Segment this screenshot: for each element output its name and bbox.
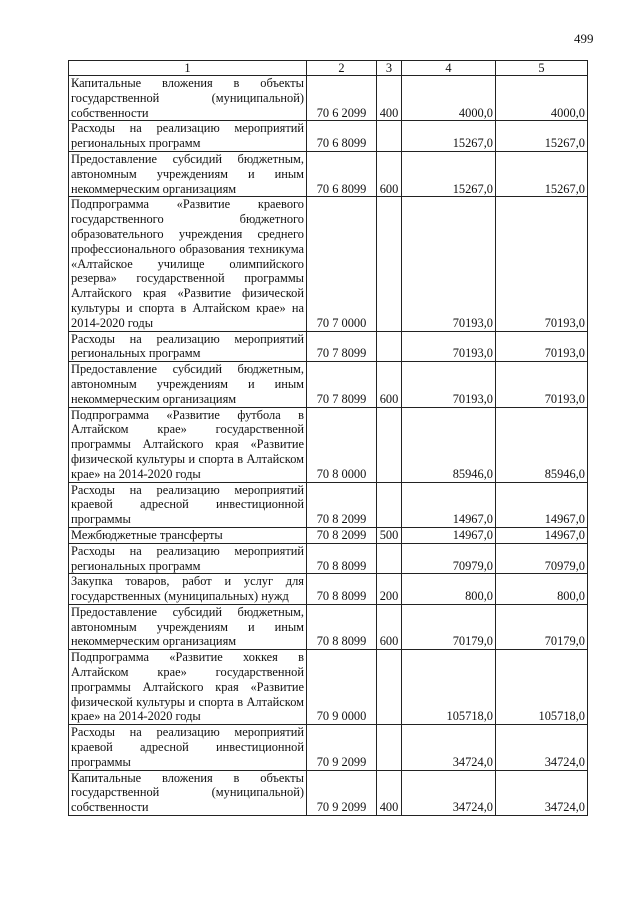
expense-type-cell [377, 407, 402, 482]
expense-type-cell [377, 121, 402, 152]
amount-col4-cell: 70193,0 [402, 197, 496, 331]
amount-col4-cell: 70193,0 [402, 331, 496, 362]
expense-type-cell: 600 [377, 151, 402, 196]
column-header-3: 3 [377, 61, 402, 76]
expense-name-cell: Капитальные вложения в объекты государственной (муниципальной) собственности [69, 76, 307, 121]
budget-table [68, 60, 588, 816]
target-code-cell: 70 8 2099 [307, 482, 377, 527]
expense-name-cell: Расходы на реализацию мероприятий краевой адресной инвестиционной программы [69, 482, 307, 527]
amount-col4-cell: 14967,0 [402, 527, 496, 543]
amount-col4-cell: 15267,0 [402, 121, 496, 152]
table-row [69, 604, 588, 649]
target-code-cell: 70 7 0000 [307, 197, 377, 331]
expense-type-cell [377, 331, 402, 362]
column-header-4: 4 [402, 61, 496, 76]
amount-col5-cell: 15267,0 [496, 151, 588, 196]
amount-col5-cell: 70179,0 [496, 604, 588, 649]
target-code-cell: 70 8 0000 [307, 407, 377, 482]
column-header-2: 2 [307, 61, 377, 76]
expense-name-cell: Подпрограмма «Развитие футбола в Алтайском крае» государственной программы Алтайского края «Развитие физической культуры и спорта в Алтайском крае» на 2014-2020 годы [69, 407, 307, 482]
target-code-cell: 70 6 8099 [307, 121, 377, 152]
expense-type-cell: 600 [377, 362, 402, 407]
amount-col5-cell: 15267,0 [496, 121, 588, 152]
expense-type-cell [377, 650, 402, 725]
target-code-cell: 70 9 0000 [307, 650, 377, 725]
table-row [69, 650, 588, 725]
expense-name-cell: Подпрограмма «Развитие краевого государственного бюджетного образовательного учреждения среднего профессионального образования техникума «Алтайское училище олимпийского резерва» государственной программы Алтайского края «Развитие физической культуры и спорта в Алтайском крае» на 2014-2020 годы [69, 197, 307, 331]
expense-type-cell: 400 [377, 770, 402, 815]
amount-col5-cell: 70193,0 [496, 197, 588, 331]
amount-col4-cell: 70179,0 [402, 604, 496, 649]
expense-type-cell [377, 197, 402, 331]
amount-col4-cell: 15267,0 [402, 151, 496, 196]
amount-col5-cell: 14967,0 [496, 527, 588, 543]
column-header-1: 1 [69, 61, 307, 76]
table-row [69, 770, 588, 815]
table-row [69, 543, 588, 574]
target-code-cell: 70 7 8099 [307, 362, 377, 407]
amount-col5-cell: 14967,0 [496, 482, 588, 527]
amount-col4-cell: 14967,0 [402, 482, 496, 527]
amount-col4-cell: 70979,0 [402, 543, 496, 574]
amount-col4-cell: 34724,0 [402, 770, 496, 815]
table-row [69, 197, 588, 331]
target-code-cell: 70 8 2099 [307, 527, 377, 543]
amount-col5-cell: 70193,0 [496, 362, 588, 407]
expense-name-cell: Расходы на реализацию мероприятий краевой адресной инвестиционной программы [69, 725, 307, 770]
column-header-5: 5 [496, 61, 588, 76]
amount-col4-cell: 4000,0 [402, 76, 496, 121]
table-body [69, 76, 588, 816]
table-header-row [69, 61, 588, 76]
expense-type-cell: 200 [377, 574, 402, 605]
page-number: 499 [574, 31, 594, 46]
amount-col5-cell: 34724,0 [496, 770, 588, 815]
amount-col5-cell: 34724,0 [496, 725, 588, 770]
expense-name-cell: Предоставление субсидий бюджетным, автономным учреждениям и иным некоммерческим организациям [69, 362, 307, 407]
amount-col5-cell: 70979,0 [496, 543, 588, 574]
expense-name-cell: Расходы на реализацию мероприятий региональных программ [69, 331, 307, 362]
amount-col4-cell: 34724,0 [402, 725, 496, 770]
expense-type-cell [377, 725, 402, 770]
amount-col4-cell: 85946,0 [402, 407, 496, 482]
expense-name-cell: Предоставление субсидий бюджетным, автономным учреждениям и иным некоммерческим организациям [69, 604, 307, 649]
expense-name-cell: Межбюджетные трансферты [69, 527, 307, 543]
table-row [69, 362, 588, 407]
amount-col5-cell: 4000,0 [496, 76, 588, 121]
amount-col4-cell: 105718,0 [402, 650, 496, 725]
target-code-cell: 70 9 2099 [307, 770, 377, 815]
amount-col5-cell: 105718,0 [496, 650, 588, 725]
expense-name-cell: Капитальные вложения в объекты государственной (муниципальной) собственности [69, 770, 307, 815]
expense-type-cell: 500 [377, 527, 402, 543]
target-code-cell: 70 9 2099 [307, 725, 377, 770]
expense-type-cell: 400 [377, 76, 402, 121]
expense-name-cell: Расходы на реализацию мероприятий региональных программ [69, 121, 307, 152]
target-code-cell: 70 6 2099 [307, 76, 377, 121]
table-row [69, 76, 588, 121]
expense-name-cell: Подпрограмма «Развитие хоккея в Алтайском крае» государственной программы Алтайского края «Развитие физической культуры и спорта в Алтайском крае» на 2014-2020 годы [69, 650, 307, 725]
expense-name-cell: Закупка товаров, работ и услуг для государственных (муниципальных) нужд [69, 574, 307, 605]
target-code-cell: 70 6 8099 [307, 151, 377, 196]
amount-col5-cell: 85946,0 [496, 407, 588, 482]
table-row [69, 482, 588, 527]
amount-col4-cell: 70193,0 [402, 362, 496, 407]
expense-type-cell [377, 482, 402, 527]
table-row [69, 407, 588, 482]
target-code-cell: 70 7 8099 [307, 331, 377, 362]
amount-col4-cell: 800,0 [402, 574, 496, 605]
table-row [69, 725, 588, 770]
table-row [69, 151, 588, 196]
table-row [69, 121, 588, 152]
expense-name-cell: Предоставление субсидий бюджетным, автономным учреждениям и иным некоммерческим организациям [69, 151, 307, 196]
amount-col5-cell: 800,0 [496, 574, 588, 605]
expense-name-cell: Расходы на реализацию мероприятий региональных программ [69, 543, 307, 574]
target-code-cell: 70 8 8099 [307, 604, 377, 649]
target-code-cell: 70 8 8099 [307, 543, 377, 574]
table-row [69, 574, 588, 605]
table-row [69, 331, 588, 362]
table-row [69, 527, 588, 543]
target-code-cell: 70 8 8099 [307, 574, 377, 605]
amount-col5-cell: 70193,0 [496, 331, 588, 362]
expense-type-cell: 600 [377, 604, 402, 649]
expense-type-cell [377, 543, 402, 574]
